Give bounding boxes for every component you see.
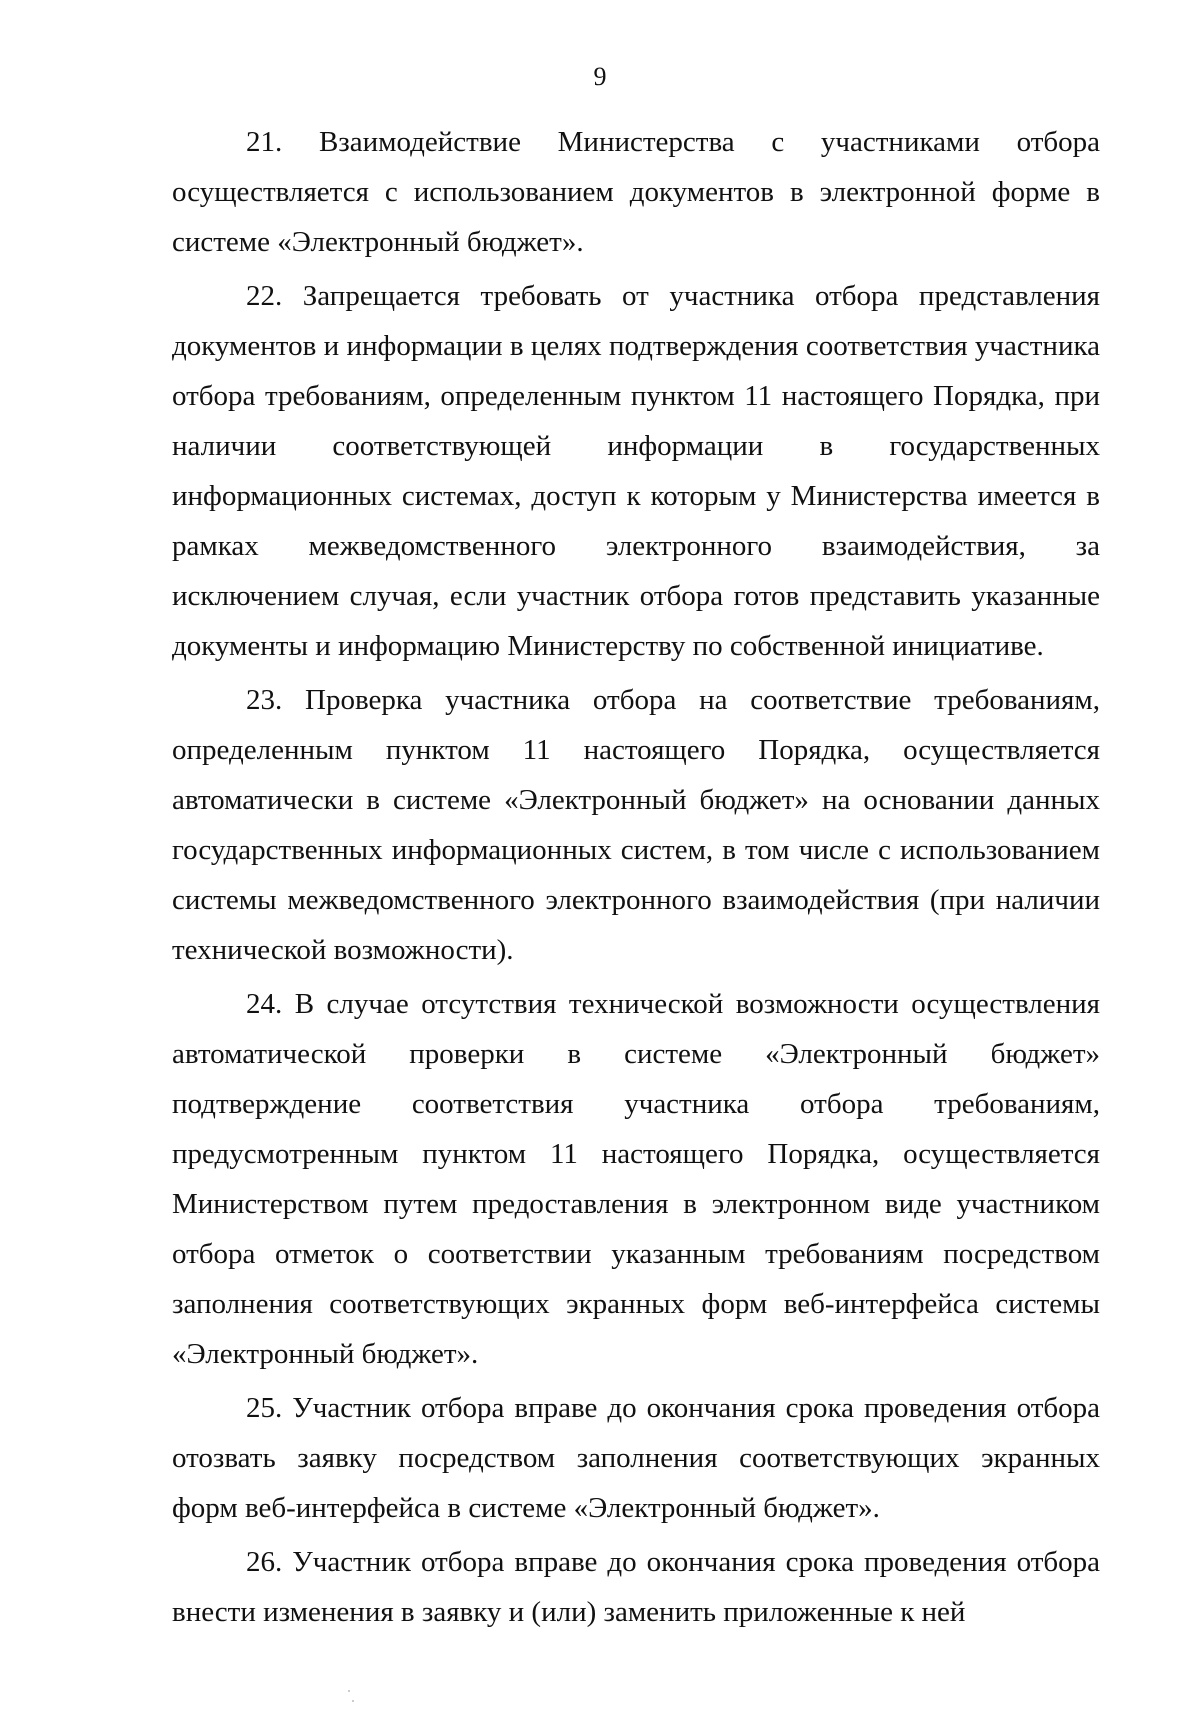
scan-speck: [348, 1690, 350, 1692]
scan-speck: [352, 1700, 354, 1702]
page-number: 9: [593, 62, 607, 91]
paragraph-22: 22. Запрещается требовать от участника отбора представления документов и информации в целях подтверждения соответствия участника отбора требованиям, определенным пунктом 11 настоящего Порядка, при наличии соответствующей информации в государственных информационных системах, доступ к которым у Министерства имеется в рамках межведомственного электронного взаимодействия, за исключением случая, если участник отбора готов представить указанные документы и информацию Министерству по собственной инициативе.: [172, 280, 1100, 662]
paragraph-24: 24. В случае отсутствия технической возможности осуществления автоматической проверки в системе «Электронный бюджет» подтверждение соответствия участника отбора требованиям, предусмотренным пунктом 11 настоящего Порядка, осуществляется Министерством путем предоставления в электронном виде участником отбора отметок о соответствии указанным требованиям посредством заполнения соответствующих экранных форм веб-интерфейса системы «Электронный бюджет».: [172, 988, 1100, 1370]
paragraph-26: 26. Участник отбора вправе до окончания срока проведения отбора внести изменения в заявку и (или) заменить приложенные к ней: [172, 1546, 1100, 1628]
document-body: [172, 117, 1100, 1641]
paragraph-21: 21. Взаимодействие Министерства с участниками отбора осуществляется с использованием документов в электронной форме в системе «Электронный бюджет».: [172, 126, 1100, 258]
paragraph-23: 23. Проверка участника отбора на соответствие требованиям, определенным пунктом 11 настоящего Порядка, осуществляется автоматически в системе «Электронный бюджет» на основании данных государственных информационных систем, в том числе с использованием системы межведомственного электронного взаимодействия (при наличии технической возможности).: [172, 684, 1100, 966]
paragraph-25: 25. Участник отбора вправе до окончания срока проведения отбора отозвать заявку посредством заполнения соответствующих экранных форм веб-интерфейса в системе «Электронный бюджет».: [172, 1392, 1100, 1524]
